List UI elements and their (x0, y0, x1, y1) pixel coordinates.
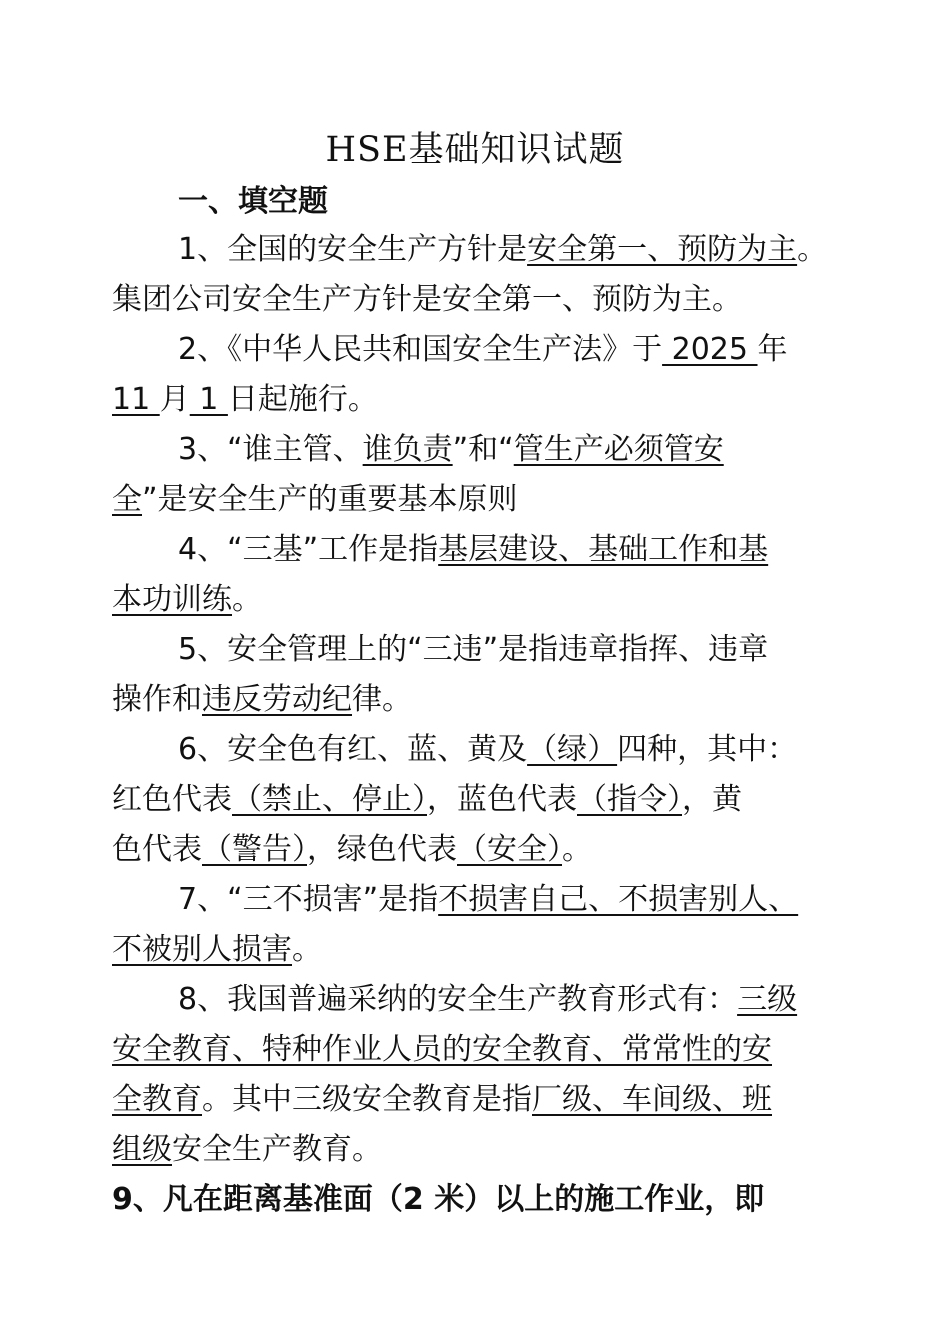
q6-line3 (112, 830, 592, 870)
question-text: 红色代表 (112, 782, 232, 817)
question-text: 1、全国的安全生产方针是 (178, 232, 528, 267)
q8-line3 (112, 1080, 772, 1120)
question-text: 5、安全管理上的“三违”是指违章指挥、违章 (178, 632, 769, 667)
q2-line1 (178, 330, 788, 370)
question-text: 年 (757, 332, 788, 367)
question-text: 8、我国普遍采纳的安全生产教育形式有： (178, 982, 738, 1017)
q5-line1 (178, 630, 768, 670)
question-text: 一、填空题 (178, 184, 328, 219)
question-text: 3、“谁主管、 (178, 432, 363, 467)
answer-text: 三级 (737, 982, 798, 1017)
answer-text: 本功训练 (112, 582, 232, 617)
question-text: 日起施行。 (227, 382, 378, 417)
answer-text: 1 (189, 382, 228, 417)
q3-line1 (178, 430, 724, 470)
question-text: 。其中三级安全教育是指 (202, 1082, 532, 1117)
question-text: ”是安全生产的重要基本原则 (142, 482, 518, 517)
q8-line2 (112, 1030, 772, 1070)
answer-text: 违反劳动纪 (202, 682, 352, 717)
answer-text: 管生产必须管安 (513, 432, 724, 467)
question-text: 4、“三基”工作是指 (178, 532, 439, 567)
question-text: 四种，其中： (617, 732, 798, 767)
question-text: 月 (159, 382, 190, 417)
question-text: ，蓝色代表 (427, 782, 577, 817)
document-title: HSE基础知识试题 (325, 130, 625, 170)
q4-line2 (112, 580, 262, 620)
q4-line1 (178, 530, 768, 570)
question-text: 。 (562, 832, 592, 867)
question-text: 6、安全色有红、蓝、黄及 (178, 732, 528, 767)
answer-text: 组级 (112, 1132, 172, 1167)
answer-text: 不被别人损害 (112, 932, 292, 967)
question-text: 律。 (352, 682, 412, 717)
question-text: 集团公司安全生产方针是安全第一、预防为主。 (112, 282, 742, 317)
answer-text: 基层建设、基础工作和基 (438, 532, 769, 567)
q7-line2 (112, 930, 322, 970)
q2-line2 (112, 380, 378, 420)
answer-text: 厂级、车间级、班 (532, 1082, 772, 1117)
q8-line1 (178, 980, 797, 1020)
section-heading (178, 182, 328, 222)
answer-text: 不损害自己、不损害别人、 (438, 882, 799, 917)
question-text: 2、《中华人民共和国安全生产法》于 (178, 332, 663, 367)
q6-line2 (112, 780, 742, 820)
q3-line2 (112, 480, 518, 520)
q1-line1 (178, 230, 827, 270)
answer-text: 安全第一、预防为主 (527, 232, 798, 267)
question-text: ，黄 (682, 782, 742, 817)
answer-text: 全 (112, 482, 142, 517)
answer-text: （指令） (577, 782, 682, 817)
question-text: 7、“三不损害”是指 (178, 882, 439, 917)
question-text: ，绿色代表 (307, 832, 457, 867)
answer-text: （安全） (457, 832, 562, 867)
answer-text: 2025 (662, 332, 758, 367)
question-text: 。 (797, 232, 828, 267)
answer-text: 谁负责 (362, 432, 453, 467)
question-text: 色代表 (112, 832, 202, 867)
answer-text: （警告） (202, 832, 307, 867)
question-text: 操作和 (112, 682, 202, 717)
answer-text: 11 (112, 382, 160, 417)
q5-line2 (112, 680, 412, 720)
question-text: 9、凡在距离基准面（2 米）以上的施工作业，即 (112, 1182, 765, 1217)
question-text: 。 (232, 582, 262, 617)
answer-text: （绿） (527, 732, 618, 767)
q6-line1 (178, 730, 797, 770)
q1-line2 (112, 280, 742, 320)
question-text: 安全生产教育。 (172, 1132, 382, 1167)
answer-text: 安全教育、特种作业人员的安全教育、常常性的安 (112, 1032, 772, 1067)
answer-text: 全教育 (112, 1082, 202, 1117)
q9-line1 (112, 1180, 764, 1220)
question-text: 。 (292, 932, 322, 967)
q7-line1 (178, 880, 798, 920)
question-text: ”和“ (452, 432, 514, 467)
answer-text: （禁止、停止） (232, 782, 427, 817)
q8-line4 (112, 1130, 382, 1170)
